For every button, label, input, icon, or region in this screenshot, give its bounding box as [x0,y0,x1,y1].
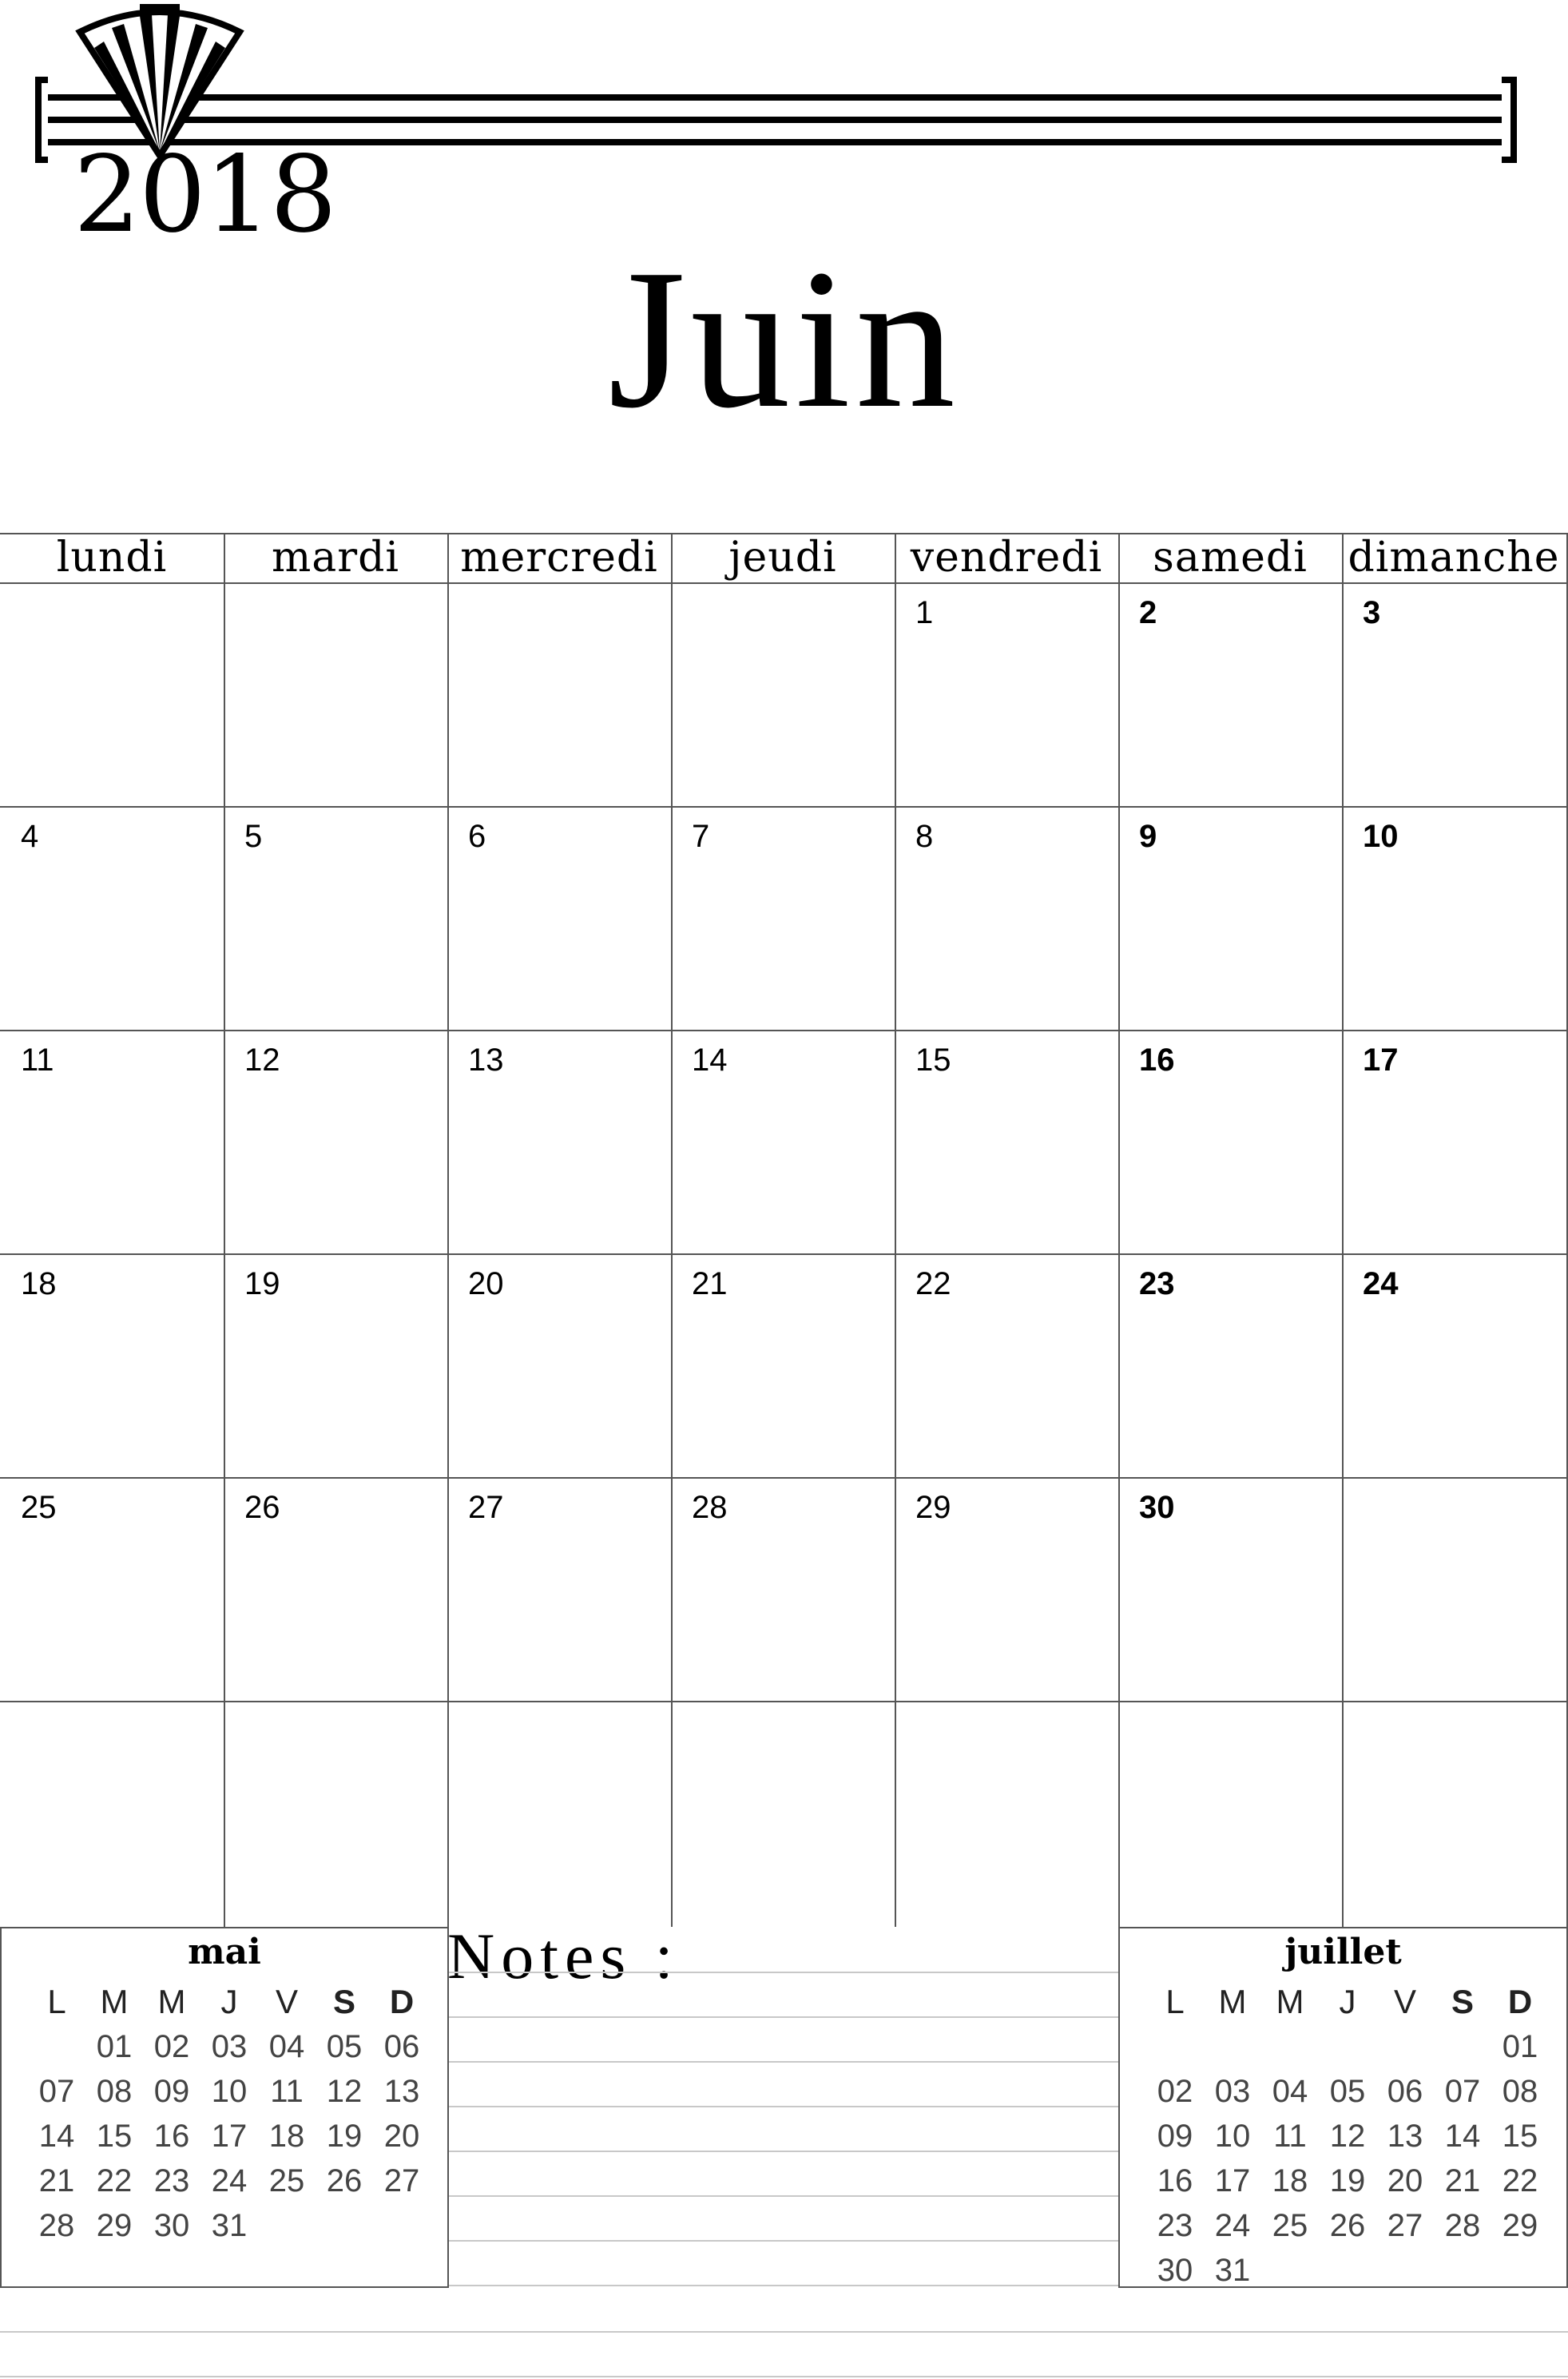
mini-day-number: 04 [268,2029,305,2064]
day-cell[interactable] [224,1479,447,1702]
mini-day-number: 06 [383,2029,420,2064]
mini-day-number: 31 [211,2208,248,2243]
mini-day-number: 09 [1157,2119,1193,2154]
mini-day-number: 26 [1329,2208,1366,2243]
mini-day-number: 23 [1157,2208,1193,2243]
mini-day-number: 13 [1387,2119,1423,2154]
day-cell[interactable] [0,808,224,1031]
mini-day-number: 11 [270,2074,304,2109]
mini-day-number: 30 [153,2208,190,2243]
mini-day-number: 30 [1157,2253,1193,2288]
day-cell[interactable] [1118,1255,1342,1479]
mini-day-number: 06 [1387,2074,1423,2109]
mini-day-number: 07 [38,2074,75,2109]
mini-day-number: 02 [1157,2074,1193,2109]
day-number: 13 [468,1043,504,1078]
mini-weekday-header: V [1393,1983,1416,2020]
day-cell[interactable] [895,1255,1118,1479]
notes-rule [449,2151,1118,2152]
mini-weekday-header: L [47,1983,66,2020]
mini-weekday-header: M [157,1983,186,2020]
day-cell[interactable] [224,1255,447,1479]
day-number: 2 [1139,595,1157,630]
mini-weekday-header: S [332,1983,355,2020]
day-number: 8 [915,819,934,854]
weekday-vendredi: vendredi [910,534,1103,582]
day-number: 4 [21,819,39,854]
mini-day-number: 19 [1329,2163,1366,2198]
mini-day-number: 15 [1502,2119,1538,2154]
notes-rule [449,2285,1118,2286]
notes-rule [449,2016,1118,2018]
day-cell[interactable] [0,1031,224,1255]
mini-day-number: 16 [1157,2163,1193,2198]
mini-day-number: 13 [383,2074,420,2109]
day-cell[interactable] [671,584,895,808]
mini-day-number: 12 [326,2074,363,2109]
day-number: 7 [692,819,710,854]
mini-calendar-title: juillet [1284,1932,1402,1972]
mini-day-number: 28 [38,2208,75,2243]
mini-weekday-header: M [1276,1983,1304,2020]
day-cell[interactable] [671,1031,895,1255]
day-cell[interactable] [1342,808,1566,1031]
mini-day-number: 29 [96,2208,133,2243]
day-number: 12 [244,1043,280,1078]
day-cell[interactable] [447,584,671,808]
day-number: 10 [1363,819,1399,854]
day-number: 11 [21,1043,54,1078]
month-title: Juin [608,228,960,450]
day-cell[interactable] [0,584,224,808]
mini-day-number: 18 [268,2119,305,2154]
day-cell[interactable] [224,1031,447,1255]
mini-weekday-header: M [1218,1983,1247,2020]
mini-day-number: 27 [383,2163,420,2198]
day-cell[interactable] [447,1031,671,1255]
mini-day-number: 08 [96,2074,133,2109]
mini-day-number: 15 [96,2119,133,2154]
day-number: 14 [692,1043,728,1078]
mini-day-number: 01 [1502,2029,1538,2064]
day-cell[interactable] [895,1031,1118,1255]
day-cell[interactable] [224,1702,447,1926]
weekday-lundi: lundi [56,534,168,582]
mini-weekday-header: J [1339,1983,1356,2020]
day-cell[interactable] [895,584,1118,808]
mini-day-number: 04 [1272,2074,1308,2109]
weekday-jeudi: jeudi [728,534,837,582]
day-cell[interactable] [1342,1702,1566,1926]
mini-weekday-header: L [1165,1983,1185,2020]
mini-weekday-header: J [220,1983,238,2020]
mini-day-number: 27 [1387,2208,1423,2243]
mini-day-number: 17 [1214,2163,1251,2198]
mini-day-number: 19 [326,2119,363,2154]
day-cell[interactable] [1118,584,1342,808]
day-number: 3 [1363,595,1381,630]
day-number: 20 [468,1266,504,1301]
day-number: 26 [244,1490,280,1525]
mini-day-number: 10 [211,2074,248,2109]
day-cell[interactable] [671,1702,895,1926]
day-cell[interactable] [0,1255,224,1479]
day-cell[interactable] [671,1255,895,1479]
mini-calendar-juillet [1118,1927,1568,2288]
day-cell[interactable] [447,1702,671,1926]
day-cell[interactable] [1118,808,1342,1031]
day-number: 15 [915,1043,951,1078]
mini-calendar-mai [0,1927,449,2288]
day-number: 1 [915,595,934,630]
day-cell[interactable] [447,808,671,1031]
mini-day-number: 20 [1387,2163,1423,2198]
day-cell[interactable] [1118,1031,1342,1255]
mini-day-number: 11 [1273,2119,1307,2154]
mini-day-number: 21 [38,2163,75,2198]
mini-day-number: 05 [1329,2074,1366,2109]
mini-weekday-header: V [275,1983,298,2020]
mini-day-number: 20 [383,2119,420,2154]
mini-day-number: 24 [211,2163,248,2198]
day-cell[interactable] [1342,1031,1566,1255]
mini-day-number: 31 [1214,2253,1251,2288]
weekday-samedi: samedi [1153,534,1308,582]
day-number: 22 [915,1266,951,1301]
notes-rule [449,2106,1118,2107]
day-cell[interactable] [895,1479,1118,1702]
day-cell[interactable] [671,808,895,1031]
mini-weekday-header: D [1507,1983,1533,2020]
mini-day-number: 01 [96,2029,133,2064]
mini-day-number: 25 [1272,2208,1308,2243]
day-number: 25 [21,1490,57,1525]
mini-day-number: 28 [1444,2208,1481,2243]
mini-weekday-header: S [1451,1983,1474,2020]
day-cell[interactable] [224,584,447,808]
day-cell[interactable] [0,1702,224,1926]
mini-day-number: 22 [1502,2163,1538,2198]
weekday-mercredi: mercredi [460,534,658,582]
weekday-mardi: mardi [271,534,400,582]
day-number: 29 [915,1490,951,1525]
mini-day-number: 03 [211,2029,248,2064]
notes-label: Notes : [447,1920,680,1992]
day-number: 9 [1139,819,1157,854]
day-cell[interactable] [447,1479,671,1702]
day-cell[interactable] [1342,1479,1566,1702]
year-label: 2018 [73,133,335,256]
day-cell[interactable] [447,1255,671,1479]
mini-weekday-header: D [389,1983,415,2020]
day-number: 17 [1363,1043,1399,1078]
mini-day-number: 10 [1214,2119,1251,2154]
day-cell[interactable] [1342,1255,1566,1479]
notes-rule [449,1972,1118,1973]
day-cell[interactable] [224,808,447,1031]
day-number: 28 [692,1490,728,1525]
notes-rule [0,2331,1568,2333]
day-number: 27 [468,1490,504,1525]
mini-day-number: 14 [38,2119,75,2154]
mini-day-number: 12 [1329,2119,1366,2154]
mini-day-number: 26 [326,2163,363,2198]
notes-rule [449,2061,1118,2063]
day-cell[interactable] [895,1702,1118,1926]
mini-day-number: 14 [1444,2119,1481,2154]
day-number: 16 [1139,1043,1175,1078]
notes-rule [449,2240,1118,2242]
day-number: 24 [1363,1266,1399,1301]
notes-rule [449,2195,1118,2197]
mini-day-number: 09 [153,2074,190,2109]
day-cell[interactable] [1118,1479,1342,1702]
mini-day-number: 23 [153,2163,190,2198]
mini-day-number: 16 [153,2119,190,2154]
mini-day-number: 29 [1502,2208,1538,2243]
mini-day-number: 07 [1444,2074,1481,2109]
day-number: 5 [244,819,263,854]
day-number: 21 [692,1266,728,1301]
day-number: 18 [21,1266,57,1301]
mini-day-number: 05 [326,2029,363,2064]
mini-day-number: 21 [1444,2163,1481,2198]
mini-day-number: 22 [96,2163,133,2198]
day-cell[interactable] [895,808,1118,1031]
mini-day-number: 08 [1502,2074,1538,2109]
weekday-dimanche: dimanche [1348,534,1560,582]
notes-rule [0,2376,1568,2377]
mini-calendar-title: mai [188,1932,261,1972]
day-number: 23 [1139,1266,1175,1301]
mini-day-number: 25 [268,2163,305,2198]
mini-day-number: 18 [1272,2163,1308,2198]
day-number: 19 [244,1266,280,1301]
day-number: 6 [468,819,486,854]
mini-day-number: 24 [1214,2208,1251,2243]
mini-day-number: 17 [211,2119,248,2154]
day-cell[interactable] [1342,584,1566,808]
mini-day-number: 03 [1214,2074,1251,2109]
mini-weekday-header: M [100,1983,129,2020]
day-cell[interactable] [0,1479,224,1702]
mini-day-number: 02 [153,2029,190,2064]
day-number: 30 [1139,1490,1175,1525]
day-cell[interactable] [671,1479,895,1702]
day-cell[interactable] [1118,1702,1342,1926]
